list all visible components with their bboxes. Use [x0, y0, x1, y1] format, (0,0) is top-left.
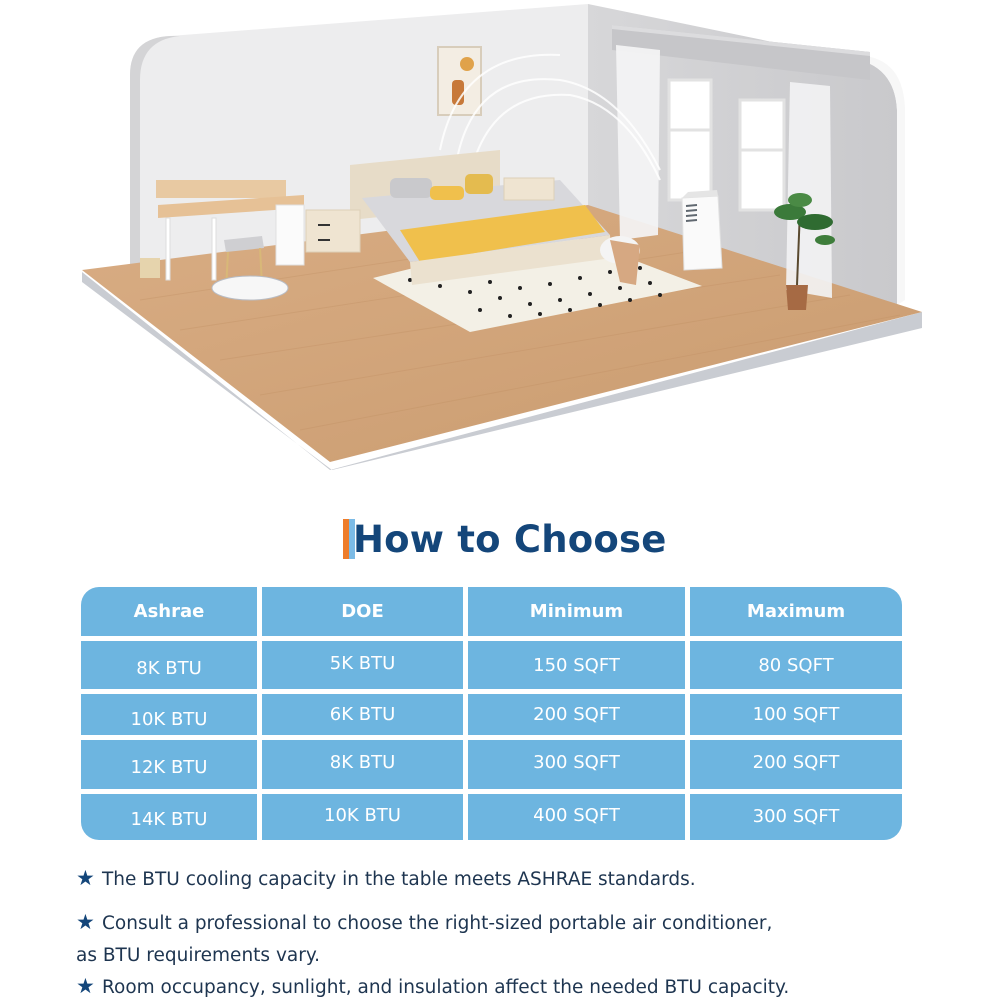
note-item: [76, 866, 696, 890]
header-minimum: Minimum: [468, 587, 685, 636]
table-cell-maximum: 100 SQFT: [690, 694, 902, 735]
note-text: The BTU cooling capacity in the table meets ASHRAE standards.: [102, 869, 696, 890]
table-cell-doe: 8K BTU: [262, 740, 463, 789]
star-icon: ★: [76, 974, 95, 998]
header-ashrae: Ashrae: [81, 587, 257, 636]
nightstand-left: [306, 210, 360, 252]
nightstand-right: [504, 178, 554, 200]
star-icon: ★: [76, 866, 95, 890]
bedroom-illustration: [0, 0, 1000, 480]
table-cell-ashrae: 10K BTU: [81, 694, 257, 735]
header-doe: DOE: [262, 587, 463, 636]
note-item: [76, 974, 789, 998]
waste-basket: [140, 258, 160, 278]
curtain-right: [786, 82, 832, 298]
section-header: [0, 514, 1000, 564]
table-cell-ashrae: 12K BTU: [81, 740, 257, 789]
page-title: How to Choose: [353, 518, 667, 561]
table-cell-doe: 5K BTU: [262, 641, 463, 689]
note-text: Room occupancy, sunlight, and insulation affect the needed BTU capacity.: [102, 977, 790, 998]
portable-air-conditioner: [682, 190, 722, 270]
table-cell-minimum: 200 SQFT: [468, 694, 685, 735]
table-cell-doe: 6K BTU: [262, 694, 463, 735]
table-cell-ashrae: 8K BTU: [81, 641, 257, 689]
table-cell-minimum: 150 SQFT: [468, 641, 685, 689]
table-cell-maximum: 80 SQFT: [690, 641, 902, 689]
note-text: Consult a professional to choose the right-sized portable air conditioner,: [102, 913, 773, 934]
table-cell-minimum: 400 SQFT: [468, 794, 685, 840]
btu-sizing-table: [81, 587, 902, 840]
table-cell-minimum: 300 SQFT: [468, 740, 685, 789]
table-cell-maximum: 300 SQFT: [690, 794, 902, 840]
window-right: [740, 100, 784, 210]
table-cell-doe: 10K BTU: [262, 794, 463, 840]
round-rug: [212, 276, 288, 300]
note-item-continuation: as BTU requirements vary.: [76, 945, 321, 966]
star-icon: ★: [76, 910, 95, 934]
note-item: [76, 910, 772, 934]
table-cell-maximum: 200 SQFT: [690, 740, 902, 789]
header-maximum: Maximum: [690, 587, 902, 636]
room-scene-graphic: [0, 0, 1000, 480]
window-left: [669, 80, 711, 200]
table-cell-ashrae: 14K BTU: [81, 794, 257, 840]
